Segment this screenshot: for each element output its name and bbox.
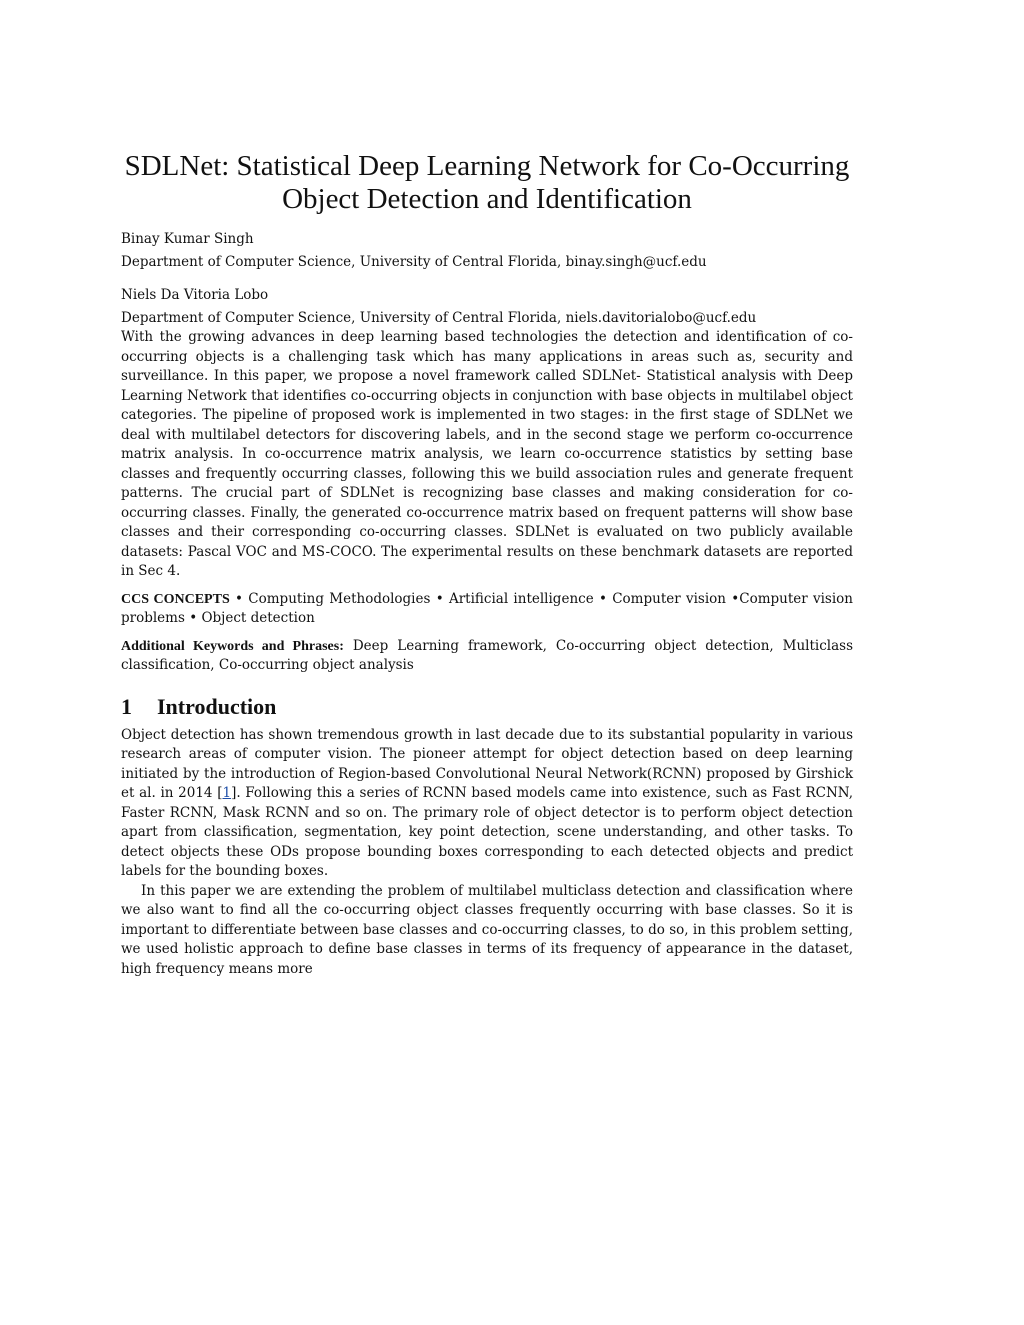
keywords-label: Additional Keywords and Phrases: <box>121 638 344 654</box>
intro-paragraph-1 <box>121 726 853 882</box>
citation-link[interactable]: 1 <box>222 785 232 801</box>
author-1-name: Binay Kumar Singh <box>121 231 254 247</box>
author-2-affiliation: Department of Computer Science, University of Central Florida, niels.davitorialobo@ucf.edu <box>121 310 757 326</box>
ccs-concepts-label: CCS CONCEPTS <box>121 591 230 607</box>
intro-p1-text-b: ]. Following this a series of RCNN based models came into existence, such as Fast RCNN, Faster RCNN, Mask RCNN and so on. The primary role of object detector is to perform object detection apart from classification, segmentation, key point detection, scene understanding, and other tasks. To detect objects these ODs propose bounding boxes corresponding to each detected objects and predict labels for the bounding boxes. <box>121 785 853 879</box>
keywords <box>121 637 853 676</box>
section-heading-introduction <box>121 694 853 720</box>
author-1-affiliation: Department of Computer Science, University of Central Florida, binay.singh@ucf.edu <box>121 254 707 270</box>
section-title: Introduction <box>157 693 277 719</box>
keywords-text: Deep Learning framework, Co-occurring object detection, Multiclass classification, Co-occurring object analysis <box>121 637 854 673</box>
ccs-concepts <box>121 590 853 629</box>
author-2-name: Niels Da Vitoria Lobo <box>121 287 269 303</box>
paper-page <box>121 150 853 979</box>
paper-title <box>101 150 873 216</box>
section-number: 1 <box>121 693 132 719</box>
paper-title-line-2: Object Detection and Identification <box>282 183 692 215</box>
intro-paragraph-2: In this paper we are extending the problem of multilabel multiclass detection and classification where we also want to find all the co-occurring object classes frequently occurring with base classes. So it is important to differentiate between base classes and co-occurring classes, to do so, in this problem setting, we used holistic approach to define base classes in terms of its frequency of appearance in the dataset, high frequency means more <box>121 882 853 977</box>
intro-p1-text-a: Object detection has shown tremendous growth in last decade due to its substantial popularity in various research areas of computer vision. The pioneer attempt for object detection based on deep learning initiated by the introduction of Region-based Convolutional Neural Network(RCNN) proposed by Girshick et al. in 2014 [ <box>121 726 853 801</box>
abstract: With the growing advances in deep learning based technologies the detection and identification of co-occurring objects is a challenging task which has many applications in areas such as, security and surveillance. In this paper, we propose a novel framework called SDLNet- Statistical analysis with Deep Learning Network that identifies co-occurring objects in conjunction with base objects in multilabel object categories. The pipeline of proposed work is implemented in two stages: in the first stage of SDLNet we deal with multilabel detectors for discovering labels, and in the second stage we perform co-occurrence matrix analysis. In co-occurrence matrix analysis, we learn co-occurrence statistics by setting base classes and frequently occurring classes, following this we build association rules and generate frequent patterns. The crucial part of SDLNet is recognizing base classes and making consideration for co-occurring classes. Finally, the generated co-occurrence matrix based on frequent patterns will show base classes and their corresponding co-occurring classes. SDLNet is evaluated on two publicly available datasets: Pascal VOC and MS-COCO. The experimental results on these benchmark datasets are reported in Sec 4. <box>121 329 853 579</box>
ccs-concepts-text: • Computing Methodologies • Artificial intelligence • Computer vision •Computer vision problems • Object detection <box>121 590 853 626</box>
paper-title-line-1: SDLNet: Statistical Deep Learning Network for Co-Occurring <box>124 150 850 182</box>
